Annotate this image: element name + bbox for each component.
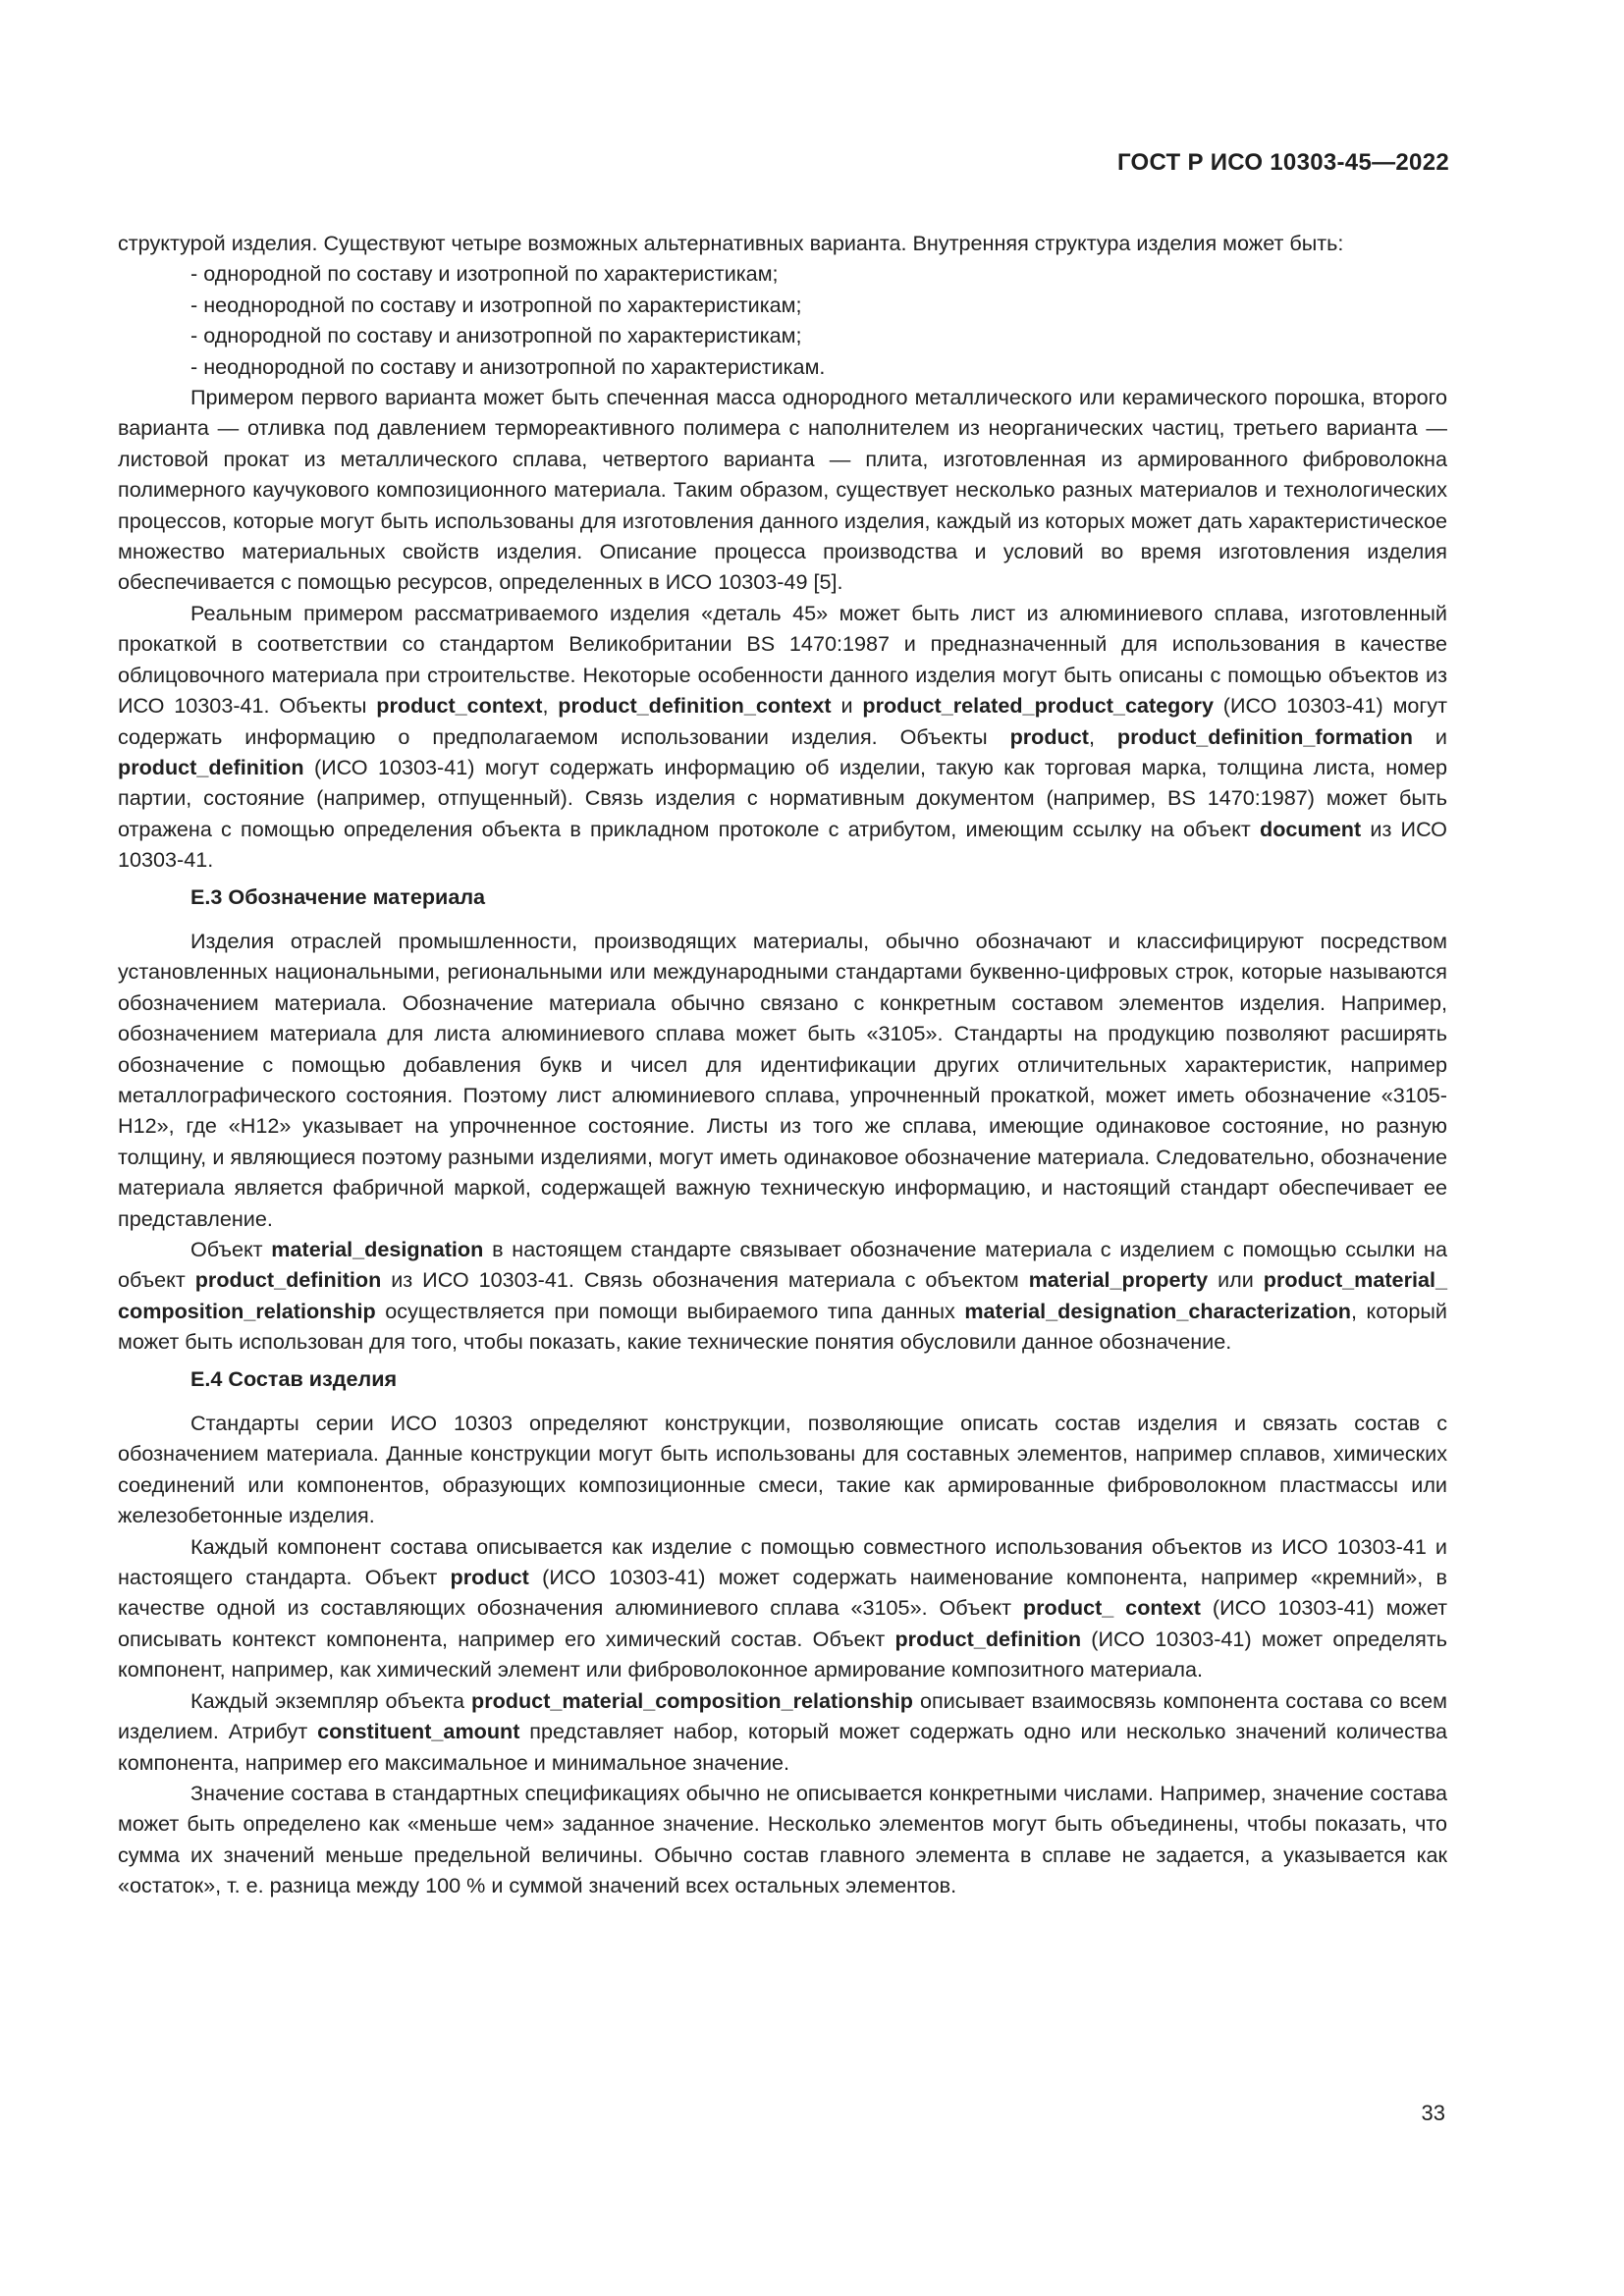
text-run: ,	[542, 693, 559, 719]
list-item: - однородной по составу и анизотропной по характеристикам;	[190, 323, 802, 348]
text-run: Реальным примером рассматриваемого изделия «деталь 45» может быть лист из алюминиевого сплава, изготовленный прокаткой в соответствии со стандартом Великобритании BS 1470:1987 и предназначенный для использования в качестве облицовочного материала при строительстве. Некоторые особенности данного изделия могут быть описаны с помощью объектов из ИСО 10303-41. Объекты	[118, 600, 1447, 719]
entity-name: material_property	[1028, 1267, 1209, 1293]
text-run: , который может быть использован для того, чтобы показать, какие технические понятия обусловили данное обозначение.	[118, 1298, 1447, 1355]
text-run: (ИСО 10303-41) может определять компонент, например, как химический элемент или фиброволоконное армирование композитного материала.	[118, 1626, 1447, 1682]
entity-name: product	[1009, 723, 1089, 749]
continuation-paragraph: структурой изделия. Существуют четыре возможных альтернативных варианта. Внутренняя структура изделия может быть:	[118, 231, 1344, 255]
paragraph-e4-4: Значение состава в стандартных спецификациях обычно не описывается конкретными числами. Например, значение состава может быть определено как «меньше чем» заданное значение. Несколько элементов могут быть объединены, чтобы показать, что сумма их значений меньше предельной величины. Обычно состав главного элемента в сплаве не задается, а указывается как «остаток», т. е. разница между 100 % и суммой значений всех остальных элементов.	[118, 1780, 1447, 1898]
text-run: Объект	[190, 1237, 272, 1261]
text-run: (ИСО 10303-41) может содержать наименование компонента, например «кремний», в качестве одной из составляющих обозначения алюминиевого сплава «3105». Объект	[118, 1565, 1447, 1621]
entity-name: constituent_amount	[317, 1719, 520, 1744]
text-run: и	[831, 693, 863, 719]
paragraph-e3-2	[118, 1234, 1447, 1358]
entity-name: product_definition_formation	[1116, 723, 1413, 749]
paragraph-real-example	[118, 598, 1447, 876]
entity-name: product_material_composition_relationship	[471, 1687, 913, 1713]
text-run: из ИСО 10303-41.	[118, 816, 1447, 873]
entity-name: product	[450, 1565, 529, 1590]
entity-name: product_ context	[1022, 1595, 1201, 1621]
list-item: - однородной по составу и изотропной по характеристикам;	[190, 261, 779, 287]
entity-name: product_context	[376, 693, 543, 719]
section-heading-e4: E.4 Состав изделия	[190, 1365, 398, 1391]
text-run: (ИСО 10303-41) может описывать контекст компонента, например его химический состав. Объект	[118, 1595, 1447, 1651]
text-run: представляет набор, который может содержать одно или несколько значений количества компонента, например его максимальное и минимальное значение.	[118, 1719, 1447, 1775]
paragraph-e4-2	[118, 1531, 1447, 1685]
text-run: осуществляется при помощи выбираемого типа данных	[375, 1298, 965, 1323]
entity-name: product_definition	[894, 1626, 1082, 1651]
paragraph-e4-1: Стандарты серии ИСО 10303 определяют конструкции, позволяющие описать состав изделия и связать состав с обозначением материала. Данные конструкции могут быть использованы для составных элементов, например сплавов, химических соединений или компонентов, образующих композиционные смеси, такие как армированные фиброволокном пластмассы или железобетонные изделия.	[118, 1411, 1447, 1528]
text-run: ,	[1088, 723, 1117, 749]
list-item: - неоднородной по составу и анизотропной по характеристикам.	[190, 353, 826, 379]
paragraph-examples: Примером первого варианта может быть спеченная масса однородного металлического или керамического порошка, второго варианта — отливка под давлением термореактивного полимера с наполнителем из неорганических частиц, третьего варианта — листовой прокат из металлического сплава, четвертого варианта — плита, изготовленная из армированного фиброволокна полимерного каучукового композиционного материала. Таким образом, существует несколько разных материалов и технологических процессов, которые могут быть использованы для изготовления данного изделия, каждый из которых может дать характеристическое множество материальных свойств изделия. Описание процесса производства и условий во время изготовления изделия обеспечивается с помощью ресурсов, определенных в ИСО 10303-49 [5].	[118, 385, 1447, 595]
text-run: (ИСО 10303-41) могут содержать информацию об изделии, такую как торговая марка, толщина листа, номер партии, состояние (например, отпущенный). Связь изделия с нормативным документом (например, BS 1470:1987) может быть отражена с помощью определения объекта в прикладном протоколе с атрибутом, имеющим ссылку на объект	[118, 754, 1447, 841]
entity-name: product_related_product_category	[862, 693, 1214, 719]
entity-name: product_definition_context	[558, 693, 832, 719]
entity-name: material_designation	[271, 1237, 484, 1261]
entity-name: product_definition	[118, 754, 304, 779]
document-body	[118, 228, 1447, 1901]
entity-name: document	[1260, 816, 1362, 841]
section-heading-e3: E.3 Обозначение материала	[190, 883, 486, 909]
text-run: Каждый экземпляр объекта	[190, 1687, 472, 1713]
paragraph-e4-3	[118, 1685, 1447, 1778]
text-run: в настоящем стандарте связывает обозначение материала с изделием с помощью ссылки на объект	[118, 1237, 1447, 1293]
text-run: (ИСО 10303-41) могут содержать информацию о предполагаемом использовании изделия. Объекты	[118, 693, 1447, 749]
page-header: ГОСТ Р ИСО 10303-45—2022	[1116, 149, 1449, 176]
paragraph-e3-1: Изделия отраслей промышленности, производящих материалы, обычно обозначают и классифицируют посредством установленных национальными, региональными или международными стандартами буквенно-цифровых строк, которые называются обозначением материала. Обозначение материала обычно связано с конкретным составом элементов изделия. Например, обозначением материала для листа алюминиевого сплава может быть «3105». Стандарты на продукцию позволяют расширять обозначение с помощью добавления букв и чисел для идентификации других отличительных характеристик, например металлографического состояния. Поэтому лист алюминиевого сплава, упрочненный прокаткой, может иметь обозначение «3105-H12», где «H12» указывает на упрочненное состояние. Листы из того же сплава, имеющие одинаковое состояние, но разную толщину, и являющиеся поэтому разными изделиями, могут иметь одинаковое обозначение материала. Следовательно, обозначение материала является фабричной маркой, содержащей важную техническую информацию, и настоящий стандарт обеспечивает ее представление.	[118, 928, 1447, 1231]
text-run: и	[1413, 723, 1447, 749]
text-run: описывает взаимосвязь компонента состава со всем изделием. Атрибут	[118, 1687, 1447, 1744]
text-run: Каждый компонент состава описывается как изделие с помощью совместного использования объектов из ИСО 10303-41 и настоящего стандарта. Объект	[118, 1533, 1447, 1590]
list-item: - неоднородной по составу и изотропной по характеристикам;	[190, 292, 802, 317]
entity-name: product_material_ composition_relationship	[118, 1267, 1447, 1323]
text-run: из ИСО 10303-41. Связь обозначения материала с объектом	[381, 1267, 1029, 1293]
entity-name: product_definition	[194, 1267, 382, 1293]
variant-list	[118, 258, 1447, 382]
text-run: или	[1208, 1267, 1264, 1293]
page-number: 33	[1421, 2101, 1445, 2125]
entity-name: material_designation_characterization	[964, 1298, 1351, 1323]
